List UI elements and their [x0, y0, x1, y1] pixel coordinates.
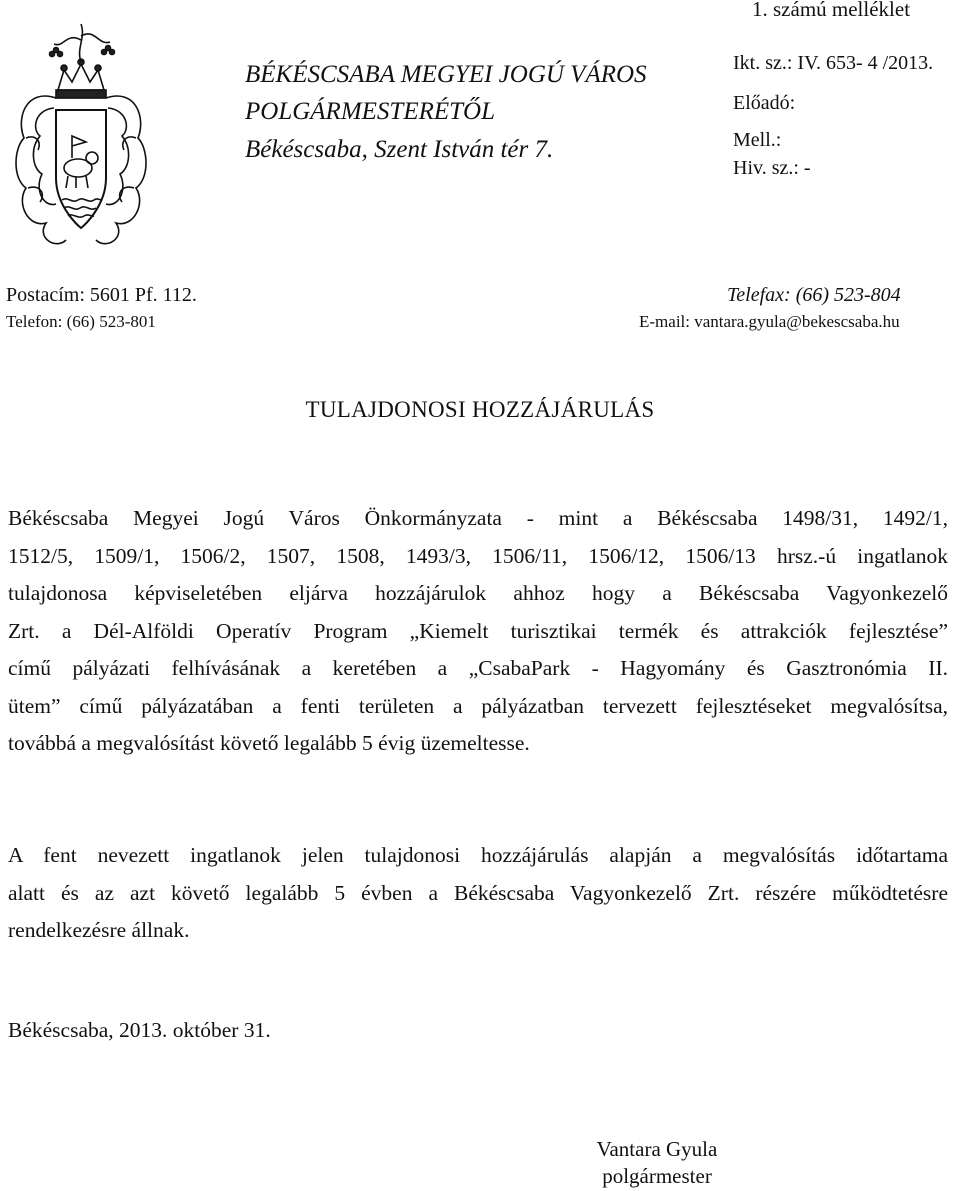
- sender-address: Békéscsaba, Szent István tér 7.: [245, 136, 554, 163]
- paragraph-line: alatt és az azt követő legalább 5 évben a Békéscsaba Vagyonkezelő Zrt. részére működtetésre: [8, 880, 948, 905]
- postal-address: Postacím: 5601 Pf. 112.: [6, 284, 197, 306]
- eloado-label: Előadó:: [733, 92, 796, 114]
- paragraph-line: 1512/5, 1509/1, 1506/2, 1507, 1508, 1493/3, 1506/11, 1506/12, 1506/13 hrsz.-ú ingatlanok: [8, 543, 948, 568]
- paragraph-line: Zrt. a Dél-Alföldi Operatív Program „Kiemelt turisztikai termék és attrakciók fejlesztése”: [8, 618, 948, 643]
- signatory-role: polgármester: [602, 1164, 712, 1188]
- attachment-label: 1. számú melléklet: [752, 0, 911, 21]
- signature-block: [570, 1136, 744, 1190]
- document-title: TULAJDONOSI HOZZÁJÁRULÁS: [305, 397, 655, 422]
- email-address: E-mail: vantara.gyula@bekescsaba.hu: [639, 312, 900, 331]
- paragraph-line: A fent nevezett ingatlanok jelen tulajdonosi hozzájárulás alapján a megvalósítás időtartama: [8, 843, 948, 867]
- date-line: Békéscsaba, 2013. október 31.: [8, 1018, 271, 1042]
- signatory-name: Vantara Gyula: [596, 1137, 718, 1161]
- city-coat-of-arms-icon: [6, 18, 156, 254]
- paragraph-line: rendelkezésre állnak.: [8, 918, 190, 942]
- paragraph-line: továbbá a megvalósítást követő legalább 5 évig üzemeltesse.: [8, 731, 530, 755]
- attachments-label: Mell.:: [733, 129, 782, 151]
- reference-number: Ikt. sz.: IV. 653- 4 /2013.: [733, 52, 934, 74]
- paragraph-line: Békéscsaba Megyei Jogú Város Önkormányzata - mint a Békéscsaba 1498/31, 1492/1,: [8, 506, 948, 530]
- body-paragraph-1: [8, 500, 948, 763]
- phone-number: Telefon: (66) 523-801: [6, 312, 156, 331]
- fax-number: Telefax: (66) 523-804: [727, 284, 901, 306]
- reference-hiv: Hiv. sz.: -: [733, 157, 811, 179]
- sender-title-line2: POLGÁRMESTERÉTŐL: [245, 98, 495, 125]
- paragraph-line: című pályázati felhívásának a keretében a „CsabaPark - Hagyomány és Gasztronómia II.: [8, 656, 948, 680]
- paragraph-line: tulajdonosa képviseletében eljárva hozzájárulok ahhoz hogy a Békéscsaba Vagyonkezelő: [8, 581, 948, 605]
- body-paragraph-2: [8, 837, 948, 950]
- paragraph-line: ütem” című pályázatában a fenti területen a pályázatban tervezett fejlesztéseket megvalósítsa,: [8, 693, 948, 718]
- sender-title-line1: BÉKÉSCSABA MEGYEI JOGÚ VÁROS: [245, 61, 647, 88]
